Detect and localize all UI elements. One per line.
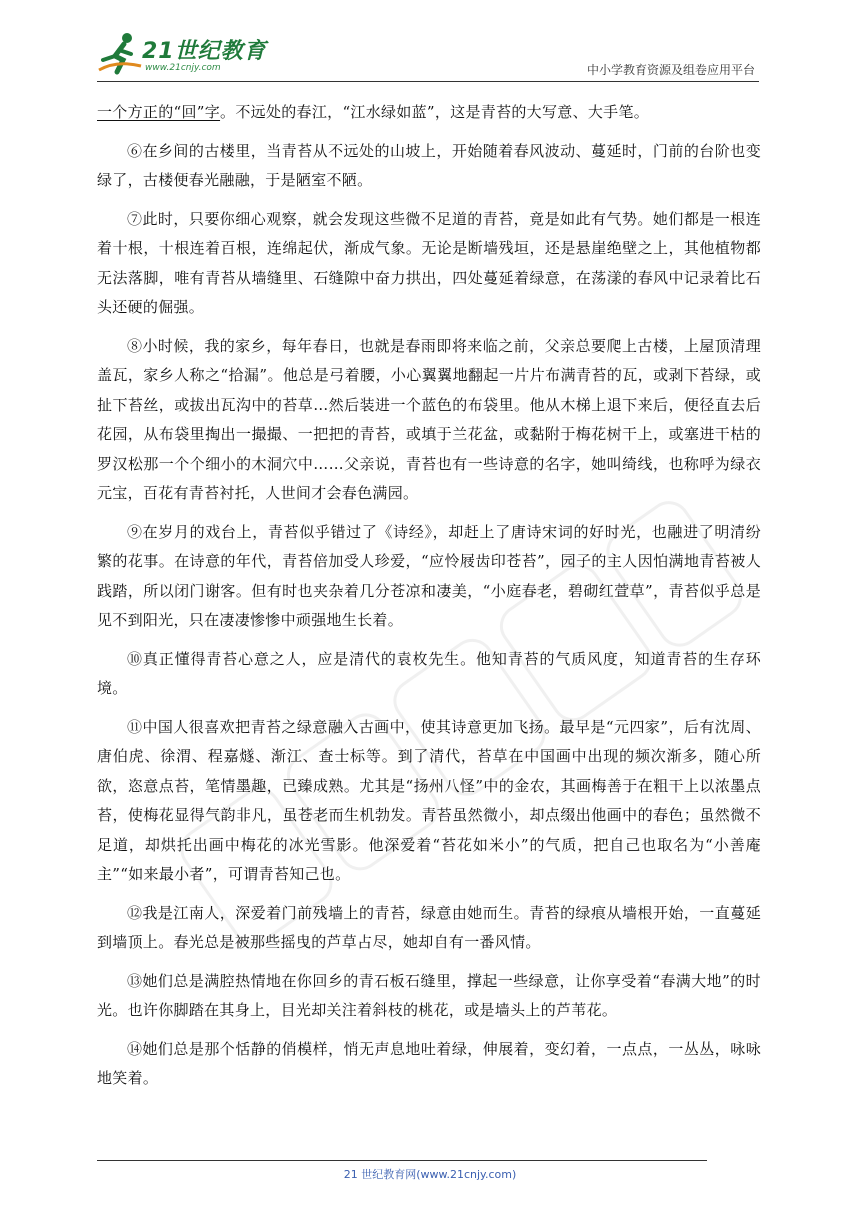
paragraph-10: ⑩真正懂得青苔心意之人，应是清代的袁枚先生。他知青苔的气质风度，知道青苔的生存环境。 <box>97 649 761 697</box>
paragraph-14: ⑭她们总是那个恬静的俏模样，悄无声息地吐着绿，伸展着，变幻着，一点点，一丛丛，咏咏地笑着。 <box>97 1039 761 1087</box>
logo-text: 21世纪教育 <box>142 39 267 64</box>
article-body <box>97 98 761 1103</box>
paragraph-7: ⑦此时，只要你细心观察，就会发现这些微不足道的青苔，竟是如此有气势。她们都是一根连着十根，十根连着百根，连绵起伏，渐成气象。无论是断墙残垣，还是悬崖绝壁之上，其他植物都无法落脚，唯有青苔从墙缝里、石缝隙中奋力拱出，四处蔓延着绿意，在荡漾的春风中记录着比石头还硬的倔强。 <box>97 209 761 316</box>
footer-link[interactable]: 21 世纪教育网(www.21cnjy.com) <box>343 1168 517 1181</box>
page-header <box>97 30 759 82</box>
runner-icon <box>97 30 143 76</box>
paragraph-11: ⑪中国人很喜欢把青苔之绿意融入古画中，使其诗意更加飞扬。最早是“元四家”，后有沈周、唐伯虎、徐渭、程嘉燧、渐江、查士标等。到了清代，苔草在中国画中出现的频次渐多，随心所欲，恣意点苔，笔情墨趣，已臻成熟。尤其是“扬州八怪”中的金农，其画梅善于在粗干上以浓墨点苔，使梅花显得气韵非凡，虽苍老而生机勃发。青苔虽然微小，却点缀出他画中的春色；虽然微不足道，却烘托出画中梅花的冰光雪影。他深爱着“苔花如米小”的气质，把自己也取名为“小善庵主”“如来最小者”，可谓青苔知己也。 <box>97 717 761 883</box>
paragraph-6: ⑥在乡间的古楼里，当青苔从不远处的山坡上，开始随着春风波动、蔓延时，门前的台阶也变绿了，古楼便春光融融，于是陋室不陋。 <box>97 141 761 189</box>
paragraph-8: ⑧小时候，我的家乡，每年春日，也就是春雨即将来临之前，父亲总要爬上古楼，上屋顶清理盖瓦，家乡人称之“拾漏”。他总是弓着腰，小心翼翼地翻起一片片布满青苔的瓦，或剥下苔绿，或扯下苔丝，或拔出瓦沟中的苔草…然后装进一个蓝色的布袋里。他从木梯上退下来后，便径直去后花园，从布袋里掏出一撮撮、一把把的青苔，或填于兰花盆，或黏附于梅花树干上，或塞进干枯的罗汉松那一个个细小的木洞穴中……父亲说，青苔也有一些诗意的名字，她叫绮线，也称呼为绿衣元宝，百花有青苔衬托，人世间才会春色满园。 <box>97 336 761 502</box>
header-divider <box>97 81 759 82</box>
underlined-phrase: 一个方正的“回”字 <box>97 103 221 121</box>
paragraph-text: 。不远处的春江，“江水绿如蓝”，这是青苔的大写意、大手笔。 <box>220 103 650 121</box>
footer-divider <box>97 1160 707 1161</box>
site-logo <box>97 30 267 80</box>
platform-title: 中小学教育资源及组卷应用平台 <box>586 63 755 77</box>
paragraph-13: ⑬她们总是满腔热情地在你回乡的青石板石缝里，撑起一些绿意，让你享受着“春满大地”的时光。也许你脚踏在其身上，目光却关注着斜枝的桃花，或是墙头上的芦苇花。 <box>97 971 761 1019</box>
paragraph-12: ⑫我是江南人，深爱着门前残墙上的青苔，绿意由她而生。青苔的绿痕从墙根开始，一直蔓延到墙顶上。春光总是被那些摇曳的芦草占尽，她却自有一番风情。 <box>97 903 761 951</box>
logo-url: www.21cnjy.com <box>145 63 221 73</box>
paragraph-continued <box>97 98 761 128</box>
paragraph-9: ⑨在岁月的戏台上，青苔似乎错过了《诗经》，却赶上了唐诗宋词的好时光，也融进了明清纷繁的花事。在诗意的年代，青苔倍加受人珍爱，“应怜屐齿印苍苔”，园子的主人因怕满地青苔被人践踏，所以闭门谢客。但有时也夹杂着几分苍凉和凄美，“小庭春老，碧砌红萱草”，青苔似乎总是见不到阳光，只在凄凄惨惨中顽强地生长着。 <box>97 522 761 629</box>
